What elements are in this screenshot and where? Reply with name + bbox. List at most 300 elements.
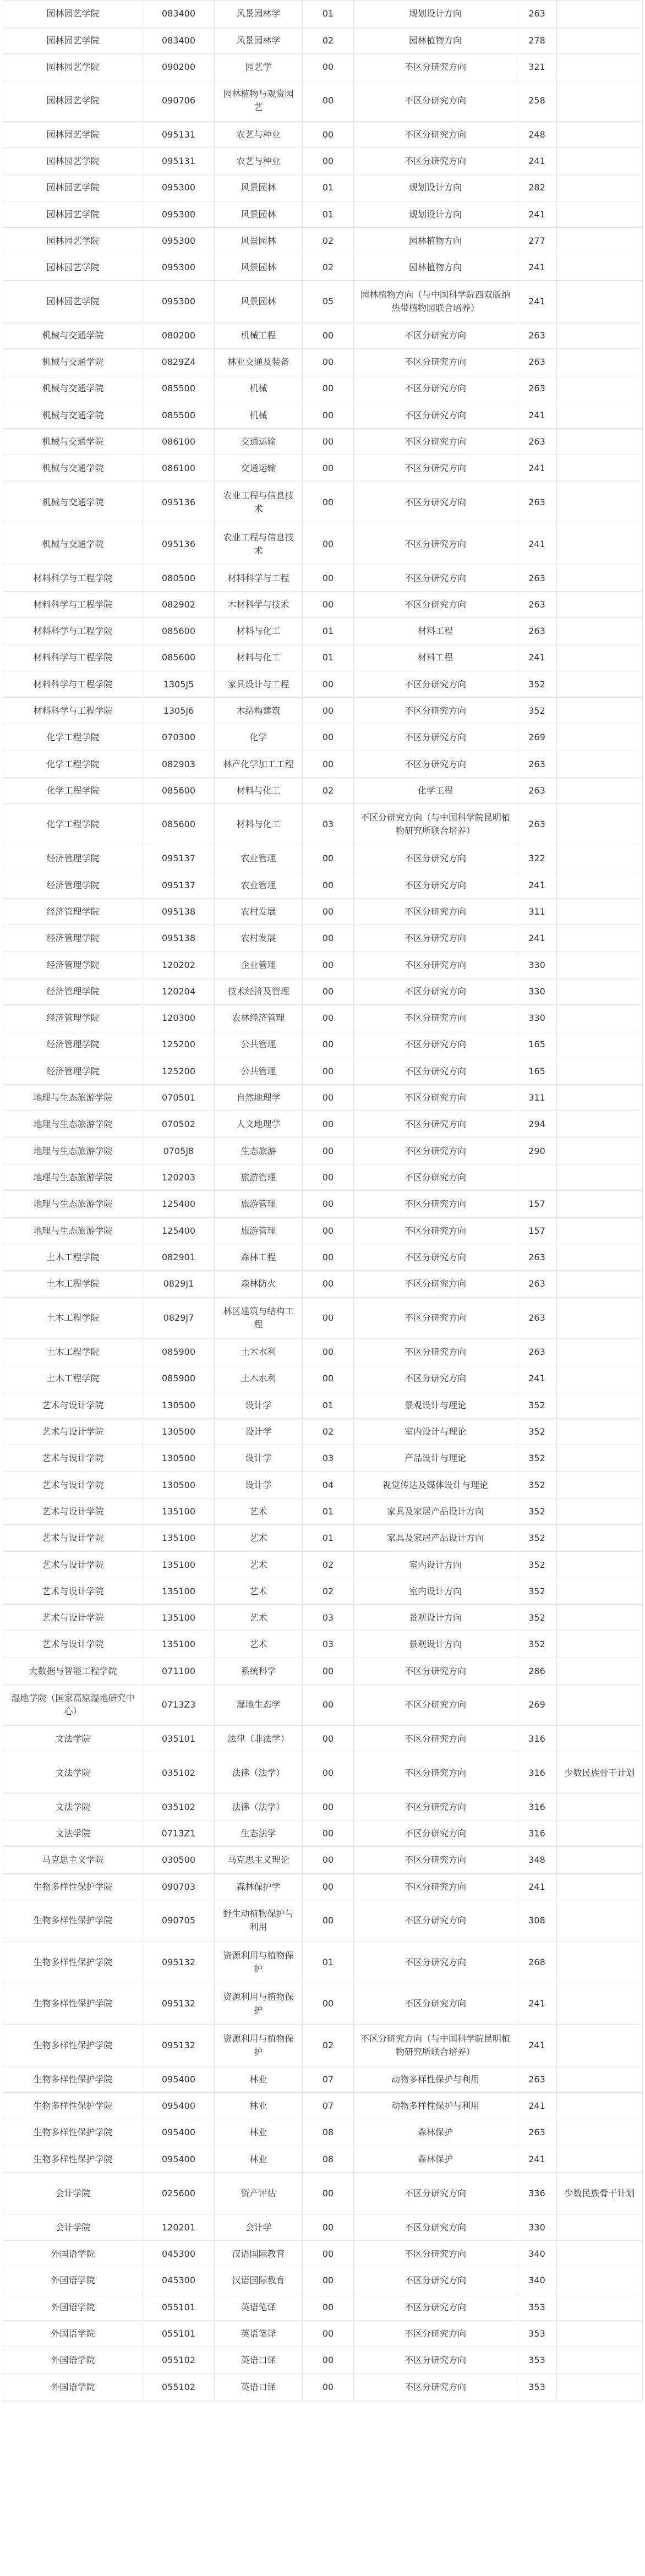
remark-cell bbox=[557, 2294, 643, 2321]
direction-code-cell: 00 bbox=[303, 148, 354, 174]
direction-code-cell: 01 bbox=[303, 1525, 354, 1552]
table-row bbox=[3, 174, 643, 201]
major-code-cell: 095132 bbox=[143, 1941, 215, 1983]
direction-code-cell: 00 bbox=[303, 80, 354, 122]
direction-name-cell: 不区分研究方向 bbox=[354, 724, 517, 751]
min-score-cell: 241 bbox=[517, 1365, 557, 1392]
major-name-cell: 艺术 bbox=[215, 1525, 303, 1552]
min-score-cell: 340 bbox=[517, 2241, 557, 2267]
direction-code-cell: 00 bbox=[303, 1298, 354, 1339]
remark-cell bbox=[557, 523, 643, 565]
table-row bbox=[3, 1031, 643, 1058]
major-code-cell: 120204 bbox=[143, 978, 215, 1005]
college-cell: 会计学院 bbox=[3, 2173, 143, 2214]
direction-name-cell: 不区分研究方向 bbox=[354, 1031, 517, 1058]
direction-code-cell: 00 bbox=[303, 1900, 354, 1941]
table-row bbox=[3, 1298, 643, 1339]
min-score-cell: 263 bbox=[517, 375, 557, 402]
table-row bbox=[3, 1445, 643, 1472]
direction-name-cell: 规划设计方向 bbox=[354, 174, 517, 201]
table-row bbox=[3, 845, 643, 872]
major-code-cell: 1305J6 bbox=[143, 698, 215, 724]
major-code-cell: 0829Z4 bbox=[143, 349, 215, 375]
direction-code-cell: 01 bbox=[303, 201, 354, 228]
major-code-cell: 085600 bbox=[143, 778, 215, 804]
major-code-cell: 090200 bbox=[143, 54, 215, 80]
min-score-cell: 330 bbox=[517, 1005, 557, 1031]
min-score-cell: 263 bbox=[517, 751, 557, 778]
major-name-cell: 人文地理学 bbox=[215, 1111, 303, 1138]
major-code-cell: 095300 bbox=[143, 174, 215, 201]
table-row bbox=[3, 1472, 643, 1498]
direction-name-cell: 不区分研究方向 bbox=[354, 2347, 517, 2374]
remark-cell bbox=[557, 724, 643, 751]
major-name-cell: 生态法学 bbox=[215, 1820, 303, 1847]
major-name-cell: 材料与化工 bbox=[215, 778, 303, 804]
major-code-cell: 070300 bbox=[143, 724, 215, 751]
direction-code-cell: 00 bbox=[303, 122, 354, 148]
direction-name-cell: 不区分研究方向 bbox=[354, 148, 517, 174]
direction-name-cell: 不区分研究方向 bbox=[354, 978, 517, 1005]
major-code-cell: 095137 bbox=[143, 872, 215, 899]
major-code-cell: 135100 bbox=[143, 1605, 215, 1631]
college-cell: 艺术与设计学院 bbox=[3, 1445, 143, 1472]
table-row bbox=[3, 523, 643, 565]
table-row bbox=[3, 778, 643, 804]
remark-cell bbox=[557, 845, 643, 872]
table-row bbox=[3, 2214, 643, 2241]
remark-cell bbox=[557, 349, 643, 375]
major-name-cell: 化学 bbox=[215, 724, 303, 751]
table-row bbox=[3, 482, 643, 523]
direction-code-cell: 01 bbox=[303, 1, 354, 28]
college-cell: 化学工程学院 bbox=[3, 751, 143, 778]
remark-cell bbox=[557, 54, 643, 80]
major-code-cell: 095300 bbox=[143, 201, 215, 228]
min-score-cell: 241 bbox=[517, 2146, 557, 2173]
min-score-cell: 352 bbox=[517, 1525, 557, 1552]
direction-code-cell: 00 bbox=[303, 1191, 354, 1218]
direction-name-cell: 材料工程 bbox=[354, 644, 517, 671]
table-row bbox=[3, 2294, 643, 2321]
direction-name-cell: 不区分研究方向 bbox=[354, 1874, 517, 1900]
major-name-cell: 农村发展 bbox=[215, 899, 303, 925]
direction-name-cell: 不区分研究方向 bbox=[354, 482, 517, 523]
college-cell: 文法学院 bbox=[3, 1820, 143, 1847]
min-score-cell: 353 bbox=[517, 2374, 557, 2400]
major-name-cell: 旅游管理 bbox=[215, 1191, 303, 1218]
table-row bbox=[3, 565, 643, 592]
major-code-cell: 120300 bbox=[143, 1005, 215, 1031]
college-cell: 艺术与设计学院 bbox=[3, 1578, 143, 1605]
major-code-cell: 070502 bbox=[143, 1111, 215, 1138]
remark-cell bbox=[557, 2066, 643, 2093]
table-row bbox=[3, 698, 643, 724]
remark-cell bbox=[557, 1218, 643, 1244]
major-code-cell: 135100 bbox=[143, 1631, 215, 1658]
major-name-cell: 资源利用与植物保护 bbox=[215, 2025, 303, 2066]
college-cell: 园林园艺学院 bbox=[3, 122, 143, 148]
direction-name-cell: 不区分研究方向 bbox=[354, 1900, 517, 1941]
table-row bbox=[3, 1552, 643, 1578]
major-code-cell: 095400 bbox=[143, 2146, 215, 2173]
direction-code-cell: 01 bbox=[303, 1498, 354, 1525]
major-name-cell: 林业 bbox=[215, 2093, 303, 2119]
college-cell: 机械与交通学院 bbox=[3, 349, 143, 375]
remark-cell bbox=[557, 482, 643, 523]
major-code-cell: 045300 bbox=[143, 2241, 215, 2267]
major-name-cell: 农艺与种业 bbox=[215, 148, 303, 174]
major-name-cell: 法律（法学） bbox=[215, 1794, 303, 1820]
remark-cell bbox=[557, 1298, 643, 1339]
direction-name-cell: 不区分研究方向 bbox=[354, 1218, 517, 1244]
direction-code-cell: 02 bbox=[303, 1552, 354, 1578]
direction-name-cell: 不区分研究方向 bbox=[354, 1983, 517, 2025]
min-score-cell: 241 bbox=[517, 644, 557, 671]
remark-cell bbox=[557, 618, 643, 644]
remark-cell: 少数民族骨干计划 bbox=[557, 1752, 643, 1794]
table-row bbox=[3, 1498, 643, 1525]
college-cell: 化学工程学院 bbox=[3, 778, 143, 804]
major-code-cell: 085500 bbox=[143, 402, 215, 429]
major-code-cell: 125400 bbox=[143, 1218, 215, 1244]
min-score-cell: 263 bbox=[517, 804, 557, 845]
college-cell: 艺术与设计学院 bbox=[3, 1419, 143, 1445]
major-name-cell: 生态旅游 bbox=[215, 1138, 303, 1164]
remark-cell bbox=[557, 2025, 643, 2066]
remark-cell bbox=[557, 1339, 643, 1365]
college-cell: 会计学院 bbox=[3, 2214, 143, 2241]
direction-code-cell: 00 bbox=[303, 671, 354, 698]
direction-name-cell: 不区分研究方向 bbox=[354, 1058, 517, 1085]
major-name-cell: 风景园林 bbox=[215, 201, 303, 228]
min-score-cell: 263 bbox=[517, 1, 557, 28]
college-cell: 材料科学与工程学院 bbox=[3, 592, 143, 618]
major-code-cell: 135100 bbox=[143, 1525, 215, 1552]
table-row bbox=[3, 1847, 643, 1874]
college-cell: 园林园艺学院 bbox=[3, 201, 143, 228]
college-cell: 机械与交通学院 bbox=[3, 482, 143, 523]
table-row bbox=[3, 1339, 643, 1365]
direction-code-cell: 00 bbox=[303, 429, 354, 455]
min-score-cell bbox=[517, 1164, 557, 1191]
major-name-cell: 湿地生态学 bbox=[215, 1684, 303, 1726]
college-cell: 园林园艺学院 bbox=[3, 1, 143, 28]
college-cell: 文法学院 bbox=[3, 1726, 143, 1752]
remark-cell bbox=[557, 1578, 643, 1605]
direction-code-cell: 00 bbox=[303, 2321, 354, 2347]
remark-cell bbox=[557, 592, 643, 618]
table-row bbox=[3, 1726, 643, 1752]
college-cell: 文法学院 bbox=[3, 1794, 143, 1820]
college-cell: 艺术与设计学院 bbox=[3, 1498, 143, 1525]
major-code-cell: 085500 bbox=[143, 375, 215, 402]
major-name-cell: 艺术 bbox=[215, 1578, 303, 1605]
major-name-cell: 企业管理 bbox=[215, 952, 303, 978]
major-name-cell: 土木水利 bbox=[215, 1339, 303, 1365]
table-row bbox=[3, 1578, 643, 1605]
major-code-cell: 0829J7 bbox=[143, 1298, 215, 1339]
remark-cell bbox=[557, 2347, 643, 2374]
direction-name-cell: 规划设计方向 bbox=[354, 201, 517, 228]
direction-code-cell: 07 bbox=[303, 2066, 354, 2093]
remark-cell bbox=[557, 1058, 643, 1085]
min-score-cell: 241 bbox=[517, 872, 557, 899]
major-code-cell: 095136 bbox=[143, 523, 215, 565]
direction-name-cell: 不区分研究方向 bbox=[354, 2267, 517, 2294]
major-name-cell: 机械 bbox=[215, 402, 303, 429]
major-name-cell: 英语口译 bbox=[215, 2347, 303, 2374]
direction-code-cell: 07 bbox=[303, 2093, 354, 2119]
major-name-cell: 农业管理 bbox=[215, 872, 303, 899]
table-row bbox=[3, 2119, 643, 2146]
major-name-cell: 林产化学加工工程 bbox=[215, 751, 303, 778]
direction-code-cell: 00 bbox=[303, 845, 354, 872]
direction-code-cell: 00 bbox=[303, 978, 354, 1005]
college-cell: 经济管理学院 bbox=[3, 1031, 143, 1058]
remark-cell bbox=[557, 1419, 643, 1445]
table-row bbox=[3, 122, 643, 148]
direction-code-cell: 03 bbox=[303, 1445, 354, 1472]
direction-name-cell: 不区分研究方向 bbox=[354, 592, 517, 618]
college-cell: 外国语学院 bbox=[3, 2374, 143, 2400]
table-row bbox=[3, 1941, 643, 1983]
remark-cell bbox=[557, 1874, 643, 1900]
remark-cell bbox=[557, 1684, 643, 1726]
direction-code-cell: 02 bbox=[303, 28, 354, 54]
direction-name-cell: 景观设计方向 bbox=[354, 1605, 517, 1631]
major-code-cell: 095300 bbox=[143, 254, 215, 281]
major-name-cell: 园艺学 bbox=[215, 54, 303, 80]
min-score-cell: 269 bbox=[517, 1684, 557, 1726]
remark-cell bbox=[557, 281, 643, 322]
major-code-cell: 071100 bbox=[143, 1658, 215, 1684]
min-score-cell: 330 bbox=[517, 2214, 557, 2241]
direction-name-cell: 不区分研究方向 bbox=[354, 2241, 517, 2267]
college-cell: 经济管理学院 bbox=[3, 845, 143, 872]
direction-code-cell: 00 bbox=[303, 2173, 354, 2214]
remark-cell bbox=[557, 2374, 643, 2400]
major-code-cell: 095138 bbox=[143, 899, 215, 925]
min-score-cell: 241 bbox=[517, 455, 557, 482]
college-cell: 机械与交通学院 bbox=[3, 429, 143, 455]
direction-name-cell: 化学工程 bbox=[354, 778, 517, 804]
college-cell: 生物多样性保护学院 bbox=[3, 1874, 143, 1900]
min-score-cell: 352 bbox=[517, 1498, 557, 1525]
major-code-cell: 055102 bbox=[143, 2374, 215, 2400]
table-row bbox=[3, 1525, 643, 1552]
table-row bbox=[3, 1983, 643, 2025]
college-cell: 生物多样性保护学院 bbox=[3, 2146, 143, 2173]
direction-code-cell: 00 bbox=[303, 1339, 354, 1365]
direction-name-cell: 不区分研究方向 bbox=[354, 1941, 517, 1983]
min-score-cell: 340 bbox=[517, 2267, 557, 2294]
direction-name-cell: 不区分研究方向 bbox=[354, 1164, 517, 1191]
min-score-cell: 263 bbox=[517, 1271, 557, 1298]
direction-code-cell: 00 bbox=[303, 2294, 354, 2321]
remark-cell bbox=[557, 1631, 643, 1658]
table-row bbox=[3, 429, 643, 455]
direction-name-cell: 规划设计方向 bbox=[354, 1, 517, 28]
direction-code-cell: 00 bbox=[303, 952, 354, 978]
major-name-cell: 汉语国际教育 bbox=[215, 2267, 303, 2294]
min-score-cell: 165 bbox=[517, 1031, 557, 1058]
min-score-cell: 263 bbox=[517, 349, 557, 375]
direction-name-cell: 不区分研究方向 bbox=[354, 925, 517, 952]
major-name-cell: 林区建筑与结构工程 bbox=[215, 1298, 303, 1339]
table-row bbox=[3, 1684, 643, 1726]
college-cell: 外国语学院 bbox=[3, 2241, 143, 2267]
direction-name-cell: 产品设计与理论 bbox=[354, 1445, 517, 1472]
direction-code-cell: 00 bbox=[303, 1005, 354, 1031]
remark-cell bbox=[557, 1552, 643, 1578]
major-code-cell: 095131 bbox=[143, 148, 215, 174]
table-row bbox=[3, 804, 643, 845]
remark-cell bbox=[557, 2241, 643, 2267]
remark-cell bbox=[557, 2214, 643, 2241]
direction-name-cell: 景观设计与理论 bbox=[354, 1392, 517, 1419]
table-row bbox=[3, 2321, 643, 2347]
major-code-cell: 125400 bbox=[143, 1191, 215, 1218]
min-score-cell: 352 bbox=[517, 1419, 557, 1445]
direction-name-cell: 不区分研究方向 bbox=[354, 1244, 517, 1271]
table-row bbox=[3, 2025, 643, 2066]
direction-name-cell: 森林保护 bbox=[354, 2119, 517, 2146]
min-score-cell: 241 bbox=[517, 201, 557, 228]
min-score-cell: 352 bbox=[517, 671, 557, 698]
major-code-cell: 055101 bbox=[143, 2321, 215, 2347]
direction-name-cell: 不区分研究方向 bbox=[354, 1365, 517, 1392]
major-name-cell: 风景园林学 bbox=[215, 28, 303, 54]
min-score-cell: 263 bbox=[517, 592, 557, 618]
direction-code-cell: 00 bbox=[303, 1658, 354, 1684]
college-cell: 生物多样性保护学院 bbox=[3, 2119, 143, 2146]
remark-cell bbox=[557, 1820, 643, 1847]
direction-code-cell: 00 bbox=[303, 349, 354, 375]
direction-code-cell: 00 bbox=[303, 1138, 354, 1164]
direction-code-cell: 02 bbox=[303, 228, 354, 254]
table-row bbox=[3, 228, 643, 254]
college-cell: 生物多样性保护学院 bbox=[3, 2093, 143, 2119]
major-name-cell: 风景园林 bbox=[215, 254, 303, 281]
college-cell: 经济管理学院 bbox=[3, 1005, 143, 1031]
major-code-cell: 025600 bbox=[143, 2173, 215, 2214]
min-score-cell: 308 bbox=[517, 1900, 557, 1941]
remark-cell bbox=[557, 322, 643, 349]
major-name-cell: 材料与化工 bbox=[215, 644, 303, 671]
min-score-cell: 157 bbox=[517, 1191, 557, 1218]
min-score-cell: 330 bbox=[517, 952, 557, 978]
major-name-cell: 交通运输 bbox=[215, 455, 303, 482]
remark-cell bbox=[557, 1138, 643, 1164]
college-cell: 园林园艺学院 bbox=[3, 54, 143, 80]
major-code-cell: 130500 bbox=[143, 1472, 215, 1498]
college-cell: 机械与交通学院 bbox=[3, 322, 143, 349]
major-name-cell: 英语笔译 bbox=[215, 2294, 303, 2321]
major-code-cell: 082901 bbox=[143, 1244, 215, 1271]
major-code-cell: 085900 bbox=[143, 1365, 215, 1392]
table-row bbox=[3, 1218, 643, 1244]
min-score-cell: 316 bbox=[517, 1752, 557, 1794]
major-name-cell: 英语笔译 bbox=[215, 2321, 303, 2347]
direction-code-cell: 02 bbox=[303, 254, 354, 281]
min-score-cell: 348 bbox=[517, 1847, 557, 1874]
college-cell: 艺术与设计学院 bbox=[3, 1525, 143, 1552]
min-score-cell: 241 bbox=[517, 2093, 557, 2119]
min-score-cell: 311 bbox=[517, 899, 557, 925]
direction-name-cell: 不区分研究方向 bbox=[354, 1191, 517, 1218]
college-cell: 艺术与设计学院 bbox=[3, 1392, 143, 1419]
remark-cell bbox=[557, 952, 643, 978]
table-row bbox=[3, 28, 643, 54]
college-cell: 地理与生态旅游学院 bbox=[3, 1111, 143, 1138]
direction-name-cell: 家具及家居产品设计方向 bbox=[354, 1525, 517, 1552]
table-row bbox=[3, 1365, 643, 1392]
direction-code-cell: 01 bbox=[303, 618, 354, 644]
direction-code-cell: 00 bbox=[303, 565, 354, 592]
direction-name-cell: 不区分研究方向 bbox=[354, 1005, 517, 1031]
direction-code-cell: 01 bbox=[303, 1941, 354, 1983]
remark-cell bbox=[557, 1365, 643, 1392]
college-cell: 园林园艺学院 bbox=[3, 80, 143, 122]
min-score-cell: 241 bbox=[517, 148, 557, 174]
direction-name-cell: 材料工程 bbox=[354, 618, 517, 644]
remark-cell bbox=[557, 455, 643, 482]
min-score-cell: 290 bbox=[517, 1138, 557, 1164]
min-score-cell: 286 bbox=[517, 1658, 557, 1684]
major-code-cell: 035102 bbox=[143, 1794, 215, 1820]
college-cell: 土木工程学院 bbox=[3, 1365, 143, 1392]
direction-name-cell: 不区分研究方向 bbox=[354, 322, 517, 349]
direction-code-cell: 00 bbox=[303, 322, 354, 349]
major-code-cell: 095300 bbox=[143, 228, 215, 254]
major-name-cell: 艺术 bbox=[215, 1631, 303, 1658]
direction-name-cell: 不区分研究方向 bbox=[354, 872, 517, 899]
major-code-cell: 030500 bbox=[143, 1847, 215, 1874]
min-score-cell: 353 bbox=[517, 2347, 557, 2374]
major-name-cell: 野生动植物保护与利用 bbox=[215, 1900, 303, 1941]
major-name-cell: 林业交通及装备 bbox=[215, 349, 303, 375]
major-code-cell: 095136 bbox=[143, 482, 215, 523]
major-name-cell: 材料科学与工程 bbox=[215, 565, 303, 592]
remark-cell bbox=[557, 1244, 643, 1271]
major-name-cell: 艺术 bbox=[215, 1552, 303, 1578]
direction-name-cell: 不区分研究方向 bbox=[354, 349, 517, 375]
college-cell: 艺术与设计学院 bbox=[3, 1605, 143, 1631]
table-row bbox=[3, 1752, 643, 1794]
major-code-cell: 135100 bbox=[143, 1498, 215, 1525]
table-row bbox=[3, 1631, 643, 1658]
direction-code-cell: 00 bbox=[303, 2267, 354, 2294]
min-score-cell: 269 bbox=[517, 724, 557, 751]
major-code-cell: 0829J1 bbox=[143, 1271, 215, 1298]
major-code-cell: 085600 bbox=[143, 618, 215, 644]
direction-name-cell: 视觉传达及媒体设计与理论 bbox=[354, 1472, 517, 1498]
direction-code-cell: 00 bbox=[303, 2241, 354, 2267]
major-code-cell: 083400 bbox=[143, 1, 215, 28]
major-name-cell: 公共管理 bbox=[215, 1058, 303, 1085]
college-cell: 化学工程学院 bbox=[3, 724, 143, 751]
college-cell: 机械与交通学院 bbox=[3, 455, 143, 482]
college-cell: 经济管理学院 bbox=[3, 952, 143, 978]
major-name-cell: 木材科学与技术 bbox=[215, 592, 303, 618]
direction-name-cell: 不区分研究方向 bbox=[354, 1138, 517, 1164]
table-row bbox=[3, 375, 643, 402]
direction-code-cell: 00 bbox=[303, 2214, 354, 2241]
major-name-cell: 风景园林 bbox=[215, 281, 303, 322]
major-code-cell: 135100 bbox=[143, 1552, 215, 1578]
major-code-cell: 086100 bbox=[143, 429, 215, 455]
